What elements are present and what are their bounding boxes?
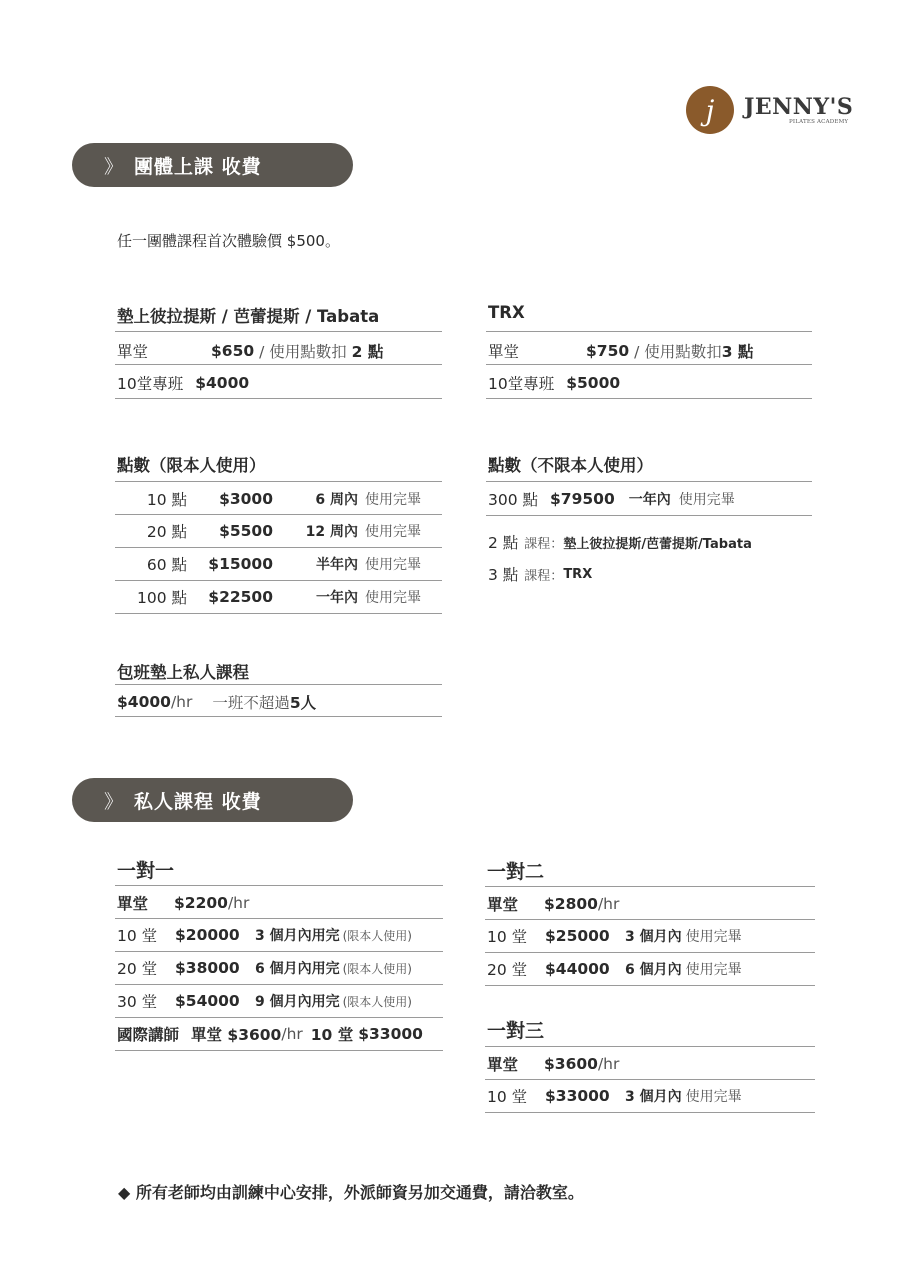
mat-single-row xyxy=(117,338,383,364)
points-shared-row xyxy=(488,485,735,513)
one-on-two-title: 一對二 xyxy=(487,861,545,883)
private-group-limit: 5人 xyxy=(289,694,317,712)
session-price: $20000 xyxy=(175,926,240,944)
session-count: 20 堂 xyxy=(487,961,528,979)
divider xyxy=(115,481,442,482)
points-note: 使用完畢 xyxy=(365,491,421,508)
points-own-table xyxy=(115,483,442,614)
one-on-three-table xyxy=(485,1048,815,1113)
logo-mark: j xyxy=(686,86,734,134)
session-note: (限本人使用) xyxy=(342,994,412,1009)
session-note: 使用完畢 xyxy=(685,929,742,945)
divider xyxy=(485,886,815,887)
session-note: 使用完畢 xyxy=(685,962,742,978)
private-group-title: 包班墊上私人課程 xyxy=(117,663,249,682)
intl-single: 單堂 $3600 xyxy=(191,1026,282,1044)
mat-title: 墊上彼拉提斯 / 芭蕾提斯 / Tabata xyxy=(117,307,380,326)
table-row xyxy=(115,548,442,581)
rule-points: 3 點 xyxy=(488,566,519,584)
session-count: 20 堂 xyxy=(117,960,158,978)
divider xyxy=(115,364,442,365)
points-period: 半年內 xyxy=(316,557,358,573)
intl-label: 國際講師 xyxy=(117,1026,180,1044)
single-price: $3600 xyxy=(544,1054,598,1073)
divider xyxy=(486,515,812,516)
points-period: 一年內 xyxy=(316,590,358,606)
session-price: $38000 xyxy=(175,959,240,977)
trx-ten-label: 10堂專班 xyxy=(488,375,555,393)
points-note: 使用完畢 xyxy=(365,590,421,606)
divider xyxy=(115,885,443,886)
one-on-three-title: 一對三 xyxy=(487,1020,545,1042)
table-row xyxy=(115,952,443,985)
table-row xyxy=(485,920,815,953)
single-unit: /hr xyxy=(597,894,620,913)
points-rule-2 xyxy=(488,562,592,586)
trx-single-note: / 使用點數扣 xyxy=(629,343,722,361)
group-section-title: 團體上課 收費 xyxy=(134,155,262,178)
divider xyxy=(486,331,812,332)
table-row xyxy=(115,515,442,548)
points-price: $5500 xyxy=(219,522,273,540)
points-count: 10 點 xyxy=(146,490,187,509)
session-period: 6 個月內 xyxy=(625,962,682,978)
divider xyxy=(115,398,442,399)
private-section-header xyxy=(72,778,353,822)
divider xyxy=(115,331,442,332)
one-on-one-table xyxy=(115,887,443,1051)
logo-tagline: PILATES ACADEMY xyxy=(789,119,849,125)
divider xyxy=(486,398,812,399)
session-price: $33000 xyxy=(545,1087,610,1105)
trx-single-label: 單堂 xyxy=(488,343,520,361)
rule-label: 課程： xyxy=(524,568,564,584)
trx-single-price: $750 xyxy=(586,342,630,360)
mat-single-points: 2 點 xyxy=(351,343,384,361)
session-price: $44000 xyxy=(545,960,610,978)
points-count: 20 點 xyxy=(146,523,187,541)
table-row xyxy=(485,1080,815,1113)
points-count: 100 點 xyxy=(136,589,187,607)
table-row xyxy=(485,1048,815,1080)
points-period: 6 周內 xyxy=(315,491,358,508)
single-price: $2200 xyxy=(174,893,228,912)
chevron-icon: 》 xyxy=(104,155,125,178)
trx-ten-row xyxy=(488,370,620,396)
mat-ten-label: 10堂專班 xyxy=(117,375,184,393)
divider xyxy=(486,481,812,482)
single-unit: /hr xyxy=(227,893,250,912)
session-count: 30 堂 xyxy=(117,993,158,1011)
private-group-price: $4000 xyxy=(117,693,171,711)
session-period: 3 個月內 xyxy=(625,1089,682,1105)
mat-single-price: $650 xyxy=(211,342,255,360)
session-period: 9 個月內用完 xyxy=(255,994,340,1010)
table-row xyxy=(115,1018,443,1051)
session-price: $54000 xyxy=(175,992,240,1010)
trx-single-row xyxy=(488,338,753,364)
private-group-row xyxy=(117,689,316,715)
points-note: 使用完畢 xyxy=(365,524,421,540)
mat-single-label: 單堂 xyxy=(117,343,149,361)
table-row xyxy=(485,888,815,920)
points-note: 使用完畢 xyxy=(365,557,421,573)
rule-points: 2 點 xyxy=(488,534,519,552)
single-price: $2800 xyxy=(544,894,598,913)
logo-name: JENNY'S xyxy=(744,94,854,120)
mat-single-note: / 使用點數扣 xyxy=(254,343,352,361)
intro-text: 任一團體課程首次體驗價 $500。 xyxy=(117,232,340,250)
rule-label: 課程： xyxy=(524,536,564,552)
session-price: $25000 xyxy=(545,927,610,945)
points-price: $15000 xyxy=(208,555,273,573)
trx-title: TRX xyxy=(488,303,525,322)
session-count: 10 堂 xyxy=(487,928,528,946)
table-row xyxy=(115,919,443,952)
group-section-header xyxy=(72,143,353,187)
table-row xyxy=(115,887,443,919)
intl-ten-count: 10 堂 xyxy=(310,1026,354,1044)
rule-courses: TRX xyxy=(563,566,593,582)
points-shared-title: 點數（不限本人使用） xyxy=(488,456,653,475)
session-count: 10 堂 xyxy=(117,927,158,945)
table-row xyxy=(115,581,442,614)
table-row xyxy=(485,953,815,986)
points-count: 60 點 xyxy=(146,556,187,574)
divider xyxy=(115,716,442,717)
chevron-icon: 》 xyxy=(104,790,125,813)
points-price: $3000 xyxy=(219,489,273,508)
divider xyxy=(486,364,812,365)
rule-courses: 墊上彼拉提斯/芭蕾提斯/Tabata xyxy=(563,536,752,552)
divider xyxy=(115,684,442,685)
one-on-two-table xyxy=(485,888,815,986)
table-row xyxy=(115,483,442,515)
session-period: 6 個月內用完 xyxy=(255,961,340,977)
session-count: 10 堂 xyxy=(487,1088,528,1106)
divider xyxy=(485,1046,815,1047)
intl-ten-price: $33000 xyxy=(358,1025,423,1043)
points-note: 使用完畢 xyxy=(678,492,735,508)
table-row xyxy=(115,985,443,1018)
private-group-unit: /hr xyxy=(170,693,193,711)
points-rule-1 xyxy=(488,530,752,554)
points-period: 12 周內 xyxy=(305,524,358,540)
points-price: $22500 xyxy=(208,588,273,606)
session-period: 3 個月內 xyxy=(625,929,682,945)
mat-ten-row xyxy=(117,370,249,396)
private-section-title: 私人課程 收費 xyxy=(134,790,262,813)
intl-unit: /hr xyxy=(281,1025,303,1043)
single-unit: /hr xyxy=(597,1054,620,1073)
single-label: 單堂 xyxy=(487,895,519,914)
session-note: 使用完畢 xyxy=(685,1089,742,1105)
one-on-one-title: 一對一 xyxy=(117,860,175,882)
points-price: $79500 xyxy=(550,490,615,508)
footer-note: ◆ 所有老師均由訓練中心安排，外派師資另加交通費，請洽教室。 xyxy=(118,1183,584,1202)
points-period: 一年內 xyxy=(628,492,671,508)
single-label: 單堂 xyxy=(487,1055,519,1074)
trx-single-points: 3 點 xyxy=(721,343,754,361)
mat-ten-price: $4000 xyxy=(195,374,250,392)
trx-ten-price: $5000 xyxy=(566,374,621,392)
session-period: 3 個月內用完 xyxy=(255,928,340,944)
single-label: 單堂 xyxy=(117,894,149,913)
points-count: 300 點 xyxy=(488,491,539,509)
private-group-note: 一班不超過 xyxy=(212,694,290,712)
session-note: (限本人使用) xyxy=(342,928,412,943)
points-own-title: 點數（限本人使用） xyxy=(117,456,266,475)
session-note: (限本人使用) xyxy=(342,961,412,976)
